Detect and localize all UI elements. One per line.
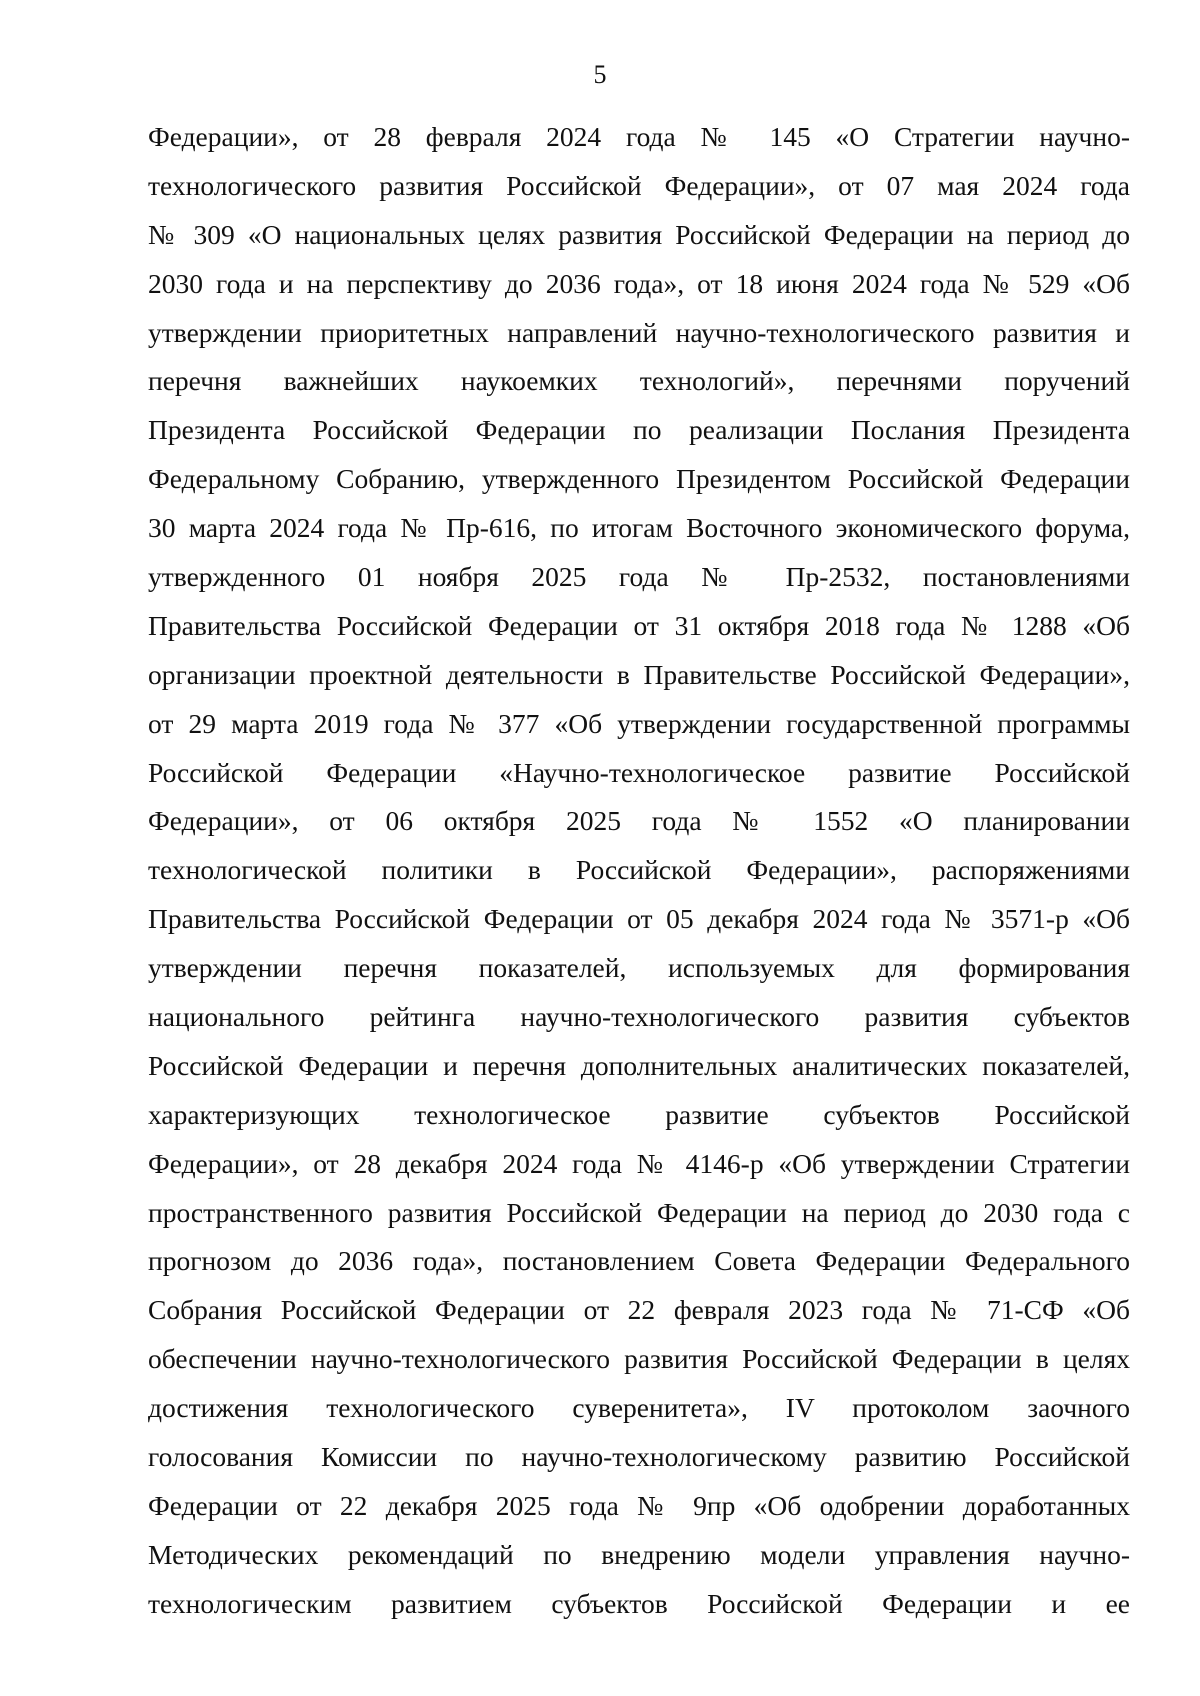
text-line: прогнозом до 2036 года», постановлением Совета Федерации Федерального: [148, 1245, 1130, 1277]
text-line: Методических рекомендаций по внедрению модели управления научно-: [148, 1538, 1130, 1570]
text-line: обеспечении научно-технологического развития Российской Федерации в целях: [148, 1343, 1130, 1375]
text-line: технологическим развитием субъектов Российской Федерации и ее: [148, 1587, 1130, 1619]
text-line: технологической политики в Российской Федерации», распоряжениями: [148, 854, 1130, 886]
text-line: Российской Федерации и перечня дополнительных аналитических показателей,: [148, 1049, 1130, 1081]
text-line: утверждении перечня показателей, используемых для формирования: [148, 952, 1130, 984]
text-line: технологического развития Российской Федерации», от 07 мая 2024 года: [148, 169, 1130, 201]
text-line: Федерации», от 28 февраля 2024 года № 145 «О Стратегии научно-: [148, 121, 1130, 152]
text-line: характеризующих технологическое развитие субъектов Российской: [148, 1098, 1130, 1130]
text-line: № 309 «О национальных целях развития Российской Федерации на период до: [148, 218, 1130, 250]
document-body-text: [148, 113, 1130, 1629]
text-line: утверждении приоритетных направлений научно-технологического развития и: [148, 316, 1130, 348]
text-line: от 29 марта 2019 года № 377 «Об утверждении государственной программы: [148, 707, 1130, 739]
text-line: Федерации от 22 декабря 2025 года № 9пр «Об одобрении доработанных: [148, 1489, 1130, 1521]
text-line: перечня важнейших наукоемких технологий», перечнями поручений: [148, 365, 1130, 397]
text-line: Правительства Российской Федерации от 05 декабря 2024 года № 3571-р «Об: [148, 903, 1130, 935]
text-line: Федерации», от 06 октября 2025 года № 1552 «О планировании: [148, 805, 1130, 837]
text-line: 2030 года и на перспективу до 2036 года», от 18 июня 2024 года № 529 «Об: [148, 267, 1130, 299]
page-number: 5: [593, 60, 607, 89]
text-line: пространственного развития Российской Федерации на период до 2030 года с: [148, 1196, 1130, 1228]
text-line: Федерации», от 28 декабря 2024 года № 4146-р «Об утверждении Стратегии: [148, 1147, 1130, 1179]
text-line: организации проектной деятельности в Правительстве Российской Федерации»,: [148, 658, 1130, 690]
text-line: национального рейтинга научно-технологического развития субъектов: [148, 1001, 1130, 1033]
text-line: Российской Федерации «Научно-технологическое развитие Российской: [148, 756, 1130, 788]
text-line: 30 марта 2024 года № Пр-616, по итогам Восточного экономического форума,: [148, 512, 1130, 544]
text-line: Федеральному Собранию, утвержденного Президентом Российской Федерации: [148, 463, 1130, 495]
text-line: Собрания Российской Федерации от 22 февраля 2023 года № 71-СФ «Об: [148, 1294, 1130, 1326]
text-line: Президента Российской Федерации по реализации Послания Президента: [148, 414, 1130, 446]
text-line: утвержденного 01 ноября 2025 года № Пр-2532, постановлениями: [148, 561, 1130, 593]
text-line: голосования Комиссии по научно-технологическому развитию Российской: [148, 1441, 1130, 1473]
text-line: достижения технологического суверенитета», IV протоколом заочного: [148, 1392, 1130, 1424]
text-line: Правительства Российской Федерации от 31 октября 2018 года № 1288 «Об: [148, 609, 1130, 641]
